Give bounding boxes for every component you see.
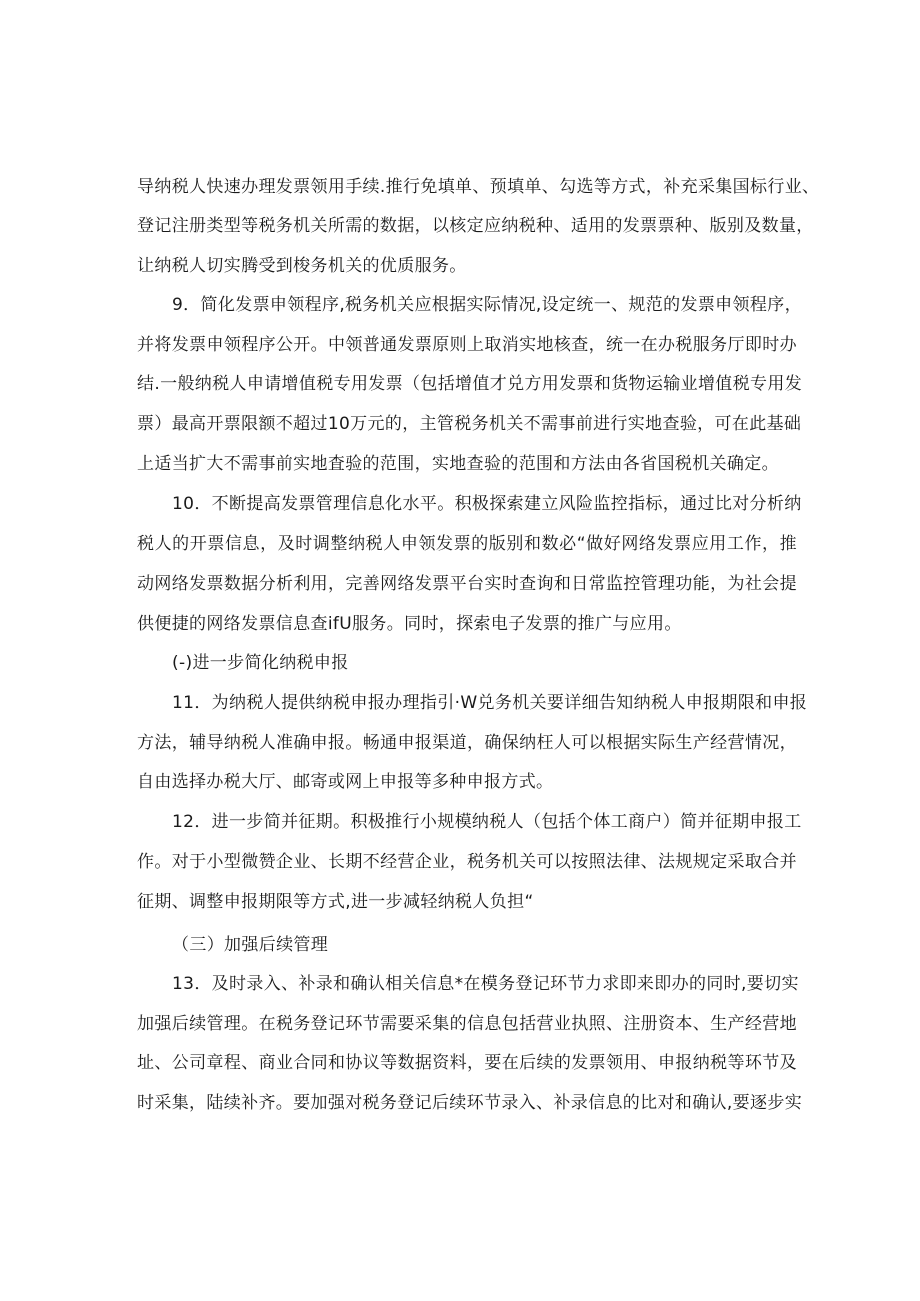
text-line: 供便捷的网络发票信息查ifU服务。同时，探索电子发票的推广与应用。 — [137, 614, 682, 634]
section-heading: (-)进一步简化纳税申报 — [172, 653, 349, 673]
text-line: 结.一般纳税人申请增值税专用发票（包括增值才兑方用发票和货物运输业增值税专用发 — [137, 374, 803, 394]
text-line: 税人的开票信息，及时调整纳税人申领发票的版别和数必“做好网络发票应用工作，推 — [137, 534, 797, 554]
text-line: 动网络发票数据分析利用，完善网络发票平台实时查询和日常监控管理功能，为社会提 — [137, 574, 797, 594]
text-line: 方法，辅导纳税人准确申报。畅通申报渠道，确保纳枉人可以根据实际生产经营情况， — [137, 733, 797, 753]
section-heading: （三）加强后续管理 — [172, 935, 329, 955]
paragraph-first-line: 11．为纳税人提供纳税申报办理指引·W兑务机关要详细告知纳税人申报期限和申报 — [172, 693, 808, 713]
paragraph-first-line: 12．进一步简并征期。积极推行小规模纳税人（包括个体工商户）简并征期申报工 — [172, 812, 802, 832]
text-line: 征期、调整申报期限等方式,进一步减轻纳税人负担“ — [137, 892, 534, 912]
text-line: 自由选择办税大厅、邮寄或网上申报等多种申报方式。 — [137, 772, 554, 792]
paragraph-first-line: 10．不断提高发票管理信息化水平。积极探索建立风险监控指标，通过比对分析纳 — [172, 494, 802, 514]
text-line: 让纳税人切实腾受到梭务机关的优质服务。 — [137, 256, 467, 276]
text-line: 址、公司章程、商业合同和协议等数据资料，要在后续的发票领用、申报纳税等环节及 — [137, 1053, 797, 1073]
paragraph-first-line: 13．及时录入、补录和确认相关信息*在模务登记环节力求即来即办的同时,要切实 — [172, 974, 799, 994]
text-line: 登记注册类型等税务机关所需的数据，以核定应纳税种、适用的发票票种、版别及数量， — [137, 216, 814, 236]
text-line: 加强后续管理。在税务登记环节需要采集的信息包括营业执照、注册资本、生产经营地 — [137, 1014, 797, 1034]
text-line: 时采集，陆续补齐。要加强对税务登记后续环节录入、补录信息的比对和确认,要逐步实 — [137, 1093, 803, 1113]
text-line: 上适当扩大不需事前实地査验的范围，实地查验的范围和方法由各省国税机关确定。 — [137, 454, 779, 474]
text-line: 票）最高开票限额不超过10万元的，主管税务机关不需事前进行实地查验，可在此基础 — [137, 414, 802, 434]
text-line: 作。对于小型微赞企业、长期不经营企业，税务机关可以按照法律、法规规定采取合并 — [137, 852, 797, 872]
paragraph-first-line: 9．简化发票申领程序,税务机关应根据实际情况,设定统一、规范的发票申领程序， — [172, 295, 802, 315]
text-line: 导纳税人快速办理发票领用手续.推行免填单、预填单、勾选等方式，补充采集国标行业、 — [137, 177, 820, 197]
text-line: 并将发票申领程序公开。中领普通发票原则上取消实地核查，统一在办税服务厅即时办 — [137, 335, 797, 355]
